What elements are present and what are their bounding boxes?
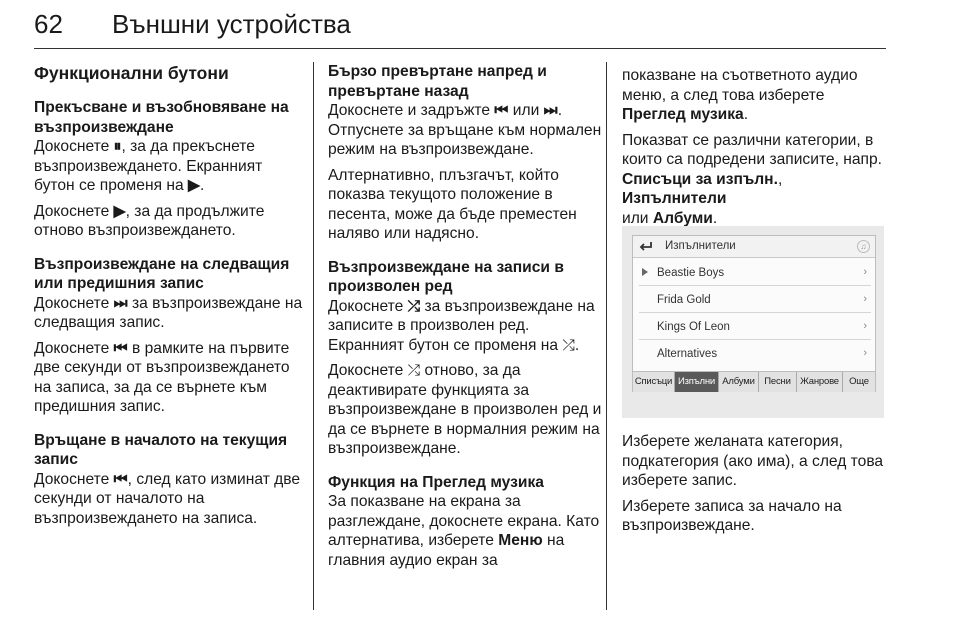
paragraph: Изберете желаната категория, подкатегория (ако има), а след това изберете запис. xyxy=(622,433,884,489)
paragraph: Изберете записа за начало на възпроизвеждане. xyxy=(622,497,842,534)
music-note-icon[interactable]: ♫ xyxy=(857,240,870,253)
subsection-title: Връщане в началото на текущия запис xyxy=(34,431,288,468)
next-track-icon: ⏭ xyxy=(543,102,558,119)
column-divider xyxy=(313,62,314,610)
screen-title-bar xyxy=(633,236,875,258)
tab-more[interactable]: Още xyxy=(849,376,869,387)
page-number: 62 xyxy=(34,9,63,39)
paragraph: показване на съответното аудио меню, а след това изберете Преглед музика. xyxy=(622,67,858,123)
subsection-title: Бързо превъртане напред и превъртане назад xyxy=(328,63,547,100)
subsection-title: Функция на Преглед музика xyxy=(328,473,544,491)
tab-albums[interactable]: Албуми xyxy=(719,372,759,392)
list-item[interactable]: Beastie Boys › xyxy=(639,260,871,286)
shuffle-icon: ⤮ xyxy=(407,297,421,315)
play-icon: ▶ xyxy=(113,202,126,220)
pause-icon: ⏸ xyxy=(113,138,122,155)
chevron-right-icon: › xyxy=(863,266,867,278)
page-title: Външни устройства xyxy=(112,9,351,39)
next-track-icon: ⏭ xyxy=(113,294,128,312)
chevron-right-icon: › xyxy=(863,347,867,359)
column-divider xyxy=(606,62,607,610)
paragraph: Докоснете ⏮ в рамките на първите две секунди от възпроизвеждането на записа, за да се върнете към предишния запис. xyxy=(34,339,290,415)
paragraph: Докоснете ▶, за да продължите отново възпроизвеждането. xyxy=(34,202,265,239)
previous-track-icon: ⏮ xyxy=(494,102,509,119)
play-triangle-icon xyxy=(642,268,648,276)
paragraph: Алтернативно, плъзгачът, който показва текущото положение в песента, може да бъде преместен наляво или надясно. xyxy=(328,166,577,242)
section-title: Функционални бутони xyxy=(34,63,229,83)
list-item[interactable]: Frida Gold › xyxy=(639,287,871,313)
column-3-lower xyxy=(622,432,890,536)
paragraph: Докоснете ⤮ за възпроизвеждане на записите в произволен ред. Екранният бутон се променя на ⤮. xyxy=(328,297,595,354)
page-header xyxy=(34,6,886,50)
paragraph: Докоснете ⏸, за да прекъснете възпроизвеждането. Екранният бутон се променя на ▶. xyxy=(34,138,263,194)
column-2 xyxy=(328,62,604,570)
column-1 xyxy=(34,62,306,528)
shuffle-off-icon: ⤮ xyxy=(562,336,575,354)
subsection-title: Възпроизвеждане на следващия или предишния запис xyxy=(34,255,290,292)
subsection-title: Прекъсване и възобновяване на възпроизвеждане xyxy=(34,99,289,136)
tab-artists[interactable]: Изпълни xyxy=(675,372,719,392)
chevron-right-icon: › xyxy=(863,320,867,332)
paragraph: Докоснете ⏮, след като изминат две секунди от началото на възпроизвеждането на записа. xyxy=(34,470,301,527)
back-arrow-icon[interactable] xyxy=(639,240,653,252)
previous-track-icon: ⏮ xyxy=(113,339,128,357)
screen-title: Изпълнители xyxy=(665,240,736,252)
paragraph: Докоснете ⤮ отново, за да деактивирате функцията за възпроизвеждане в произволен ред и да се върнете в нормалния режим на възпроизвеждане. xyxy=(328,362,602,457)
tab-playlists[interactable]: Списъци xyxy=(633,372,675,392)
header-divider xyxy=(34,48,886,49)
category-tab-bar xyxy=(633,371,875,392)
chevron-right-icon: › xyxy=(863,293,867,305)
paragraph: За показване на екрана за разглеждане, докоснете екрана. Като алтернатива, изберете Меню на главния аудио екран за xyxy=(328,493,600,569)
paragraph: Докоснете ⏭ за възпроизвеждане на следващия запис. xyxy=(34,294,303,331)
subsection-title: Възпроизвеждане на записи в произволен ред xyxy=(328,258,564,295)
screenshot-figure xyxy=(622,226,884,418)
paragraph: Докоснете и задръжте ⏮ или ⏭. Отпуснете за връщане към нормален режим на възпроизвеждане. xyxy=(328,102,602,158)
shuffle-off-icon: ⤮ xyxy=(407,362,421,379)
list-item[interactable]: Alternatives › xyxy=(657,347,867,360)
list-item[interactable]: Kings Of Leon › xyxy=(639,314,871,340)
infotainment-screen xyxy=(632,235,876,392)
previous-track-icon: ⏮ xyxy=(113,470,128,488)
column-3 xyxy=(622,66,890,228)
paragraph: Показват се различни категории, в които са подредени записите, напр. Списъци за изпълн., Изпълнители или Албуми. xyxy=(622,131,882,227)
tab-songs[interactable]: Песни xyxy=(759,372,797,392)
tab-genres[interactable]: Жанрове xyxy=(797,372,843,392)
play-icon: ▶ xyxy=(187,177,200,194)
